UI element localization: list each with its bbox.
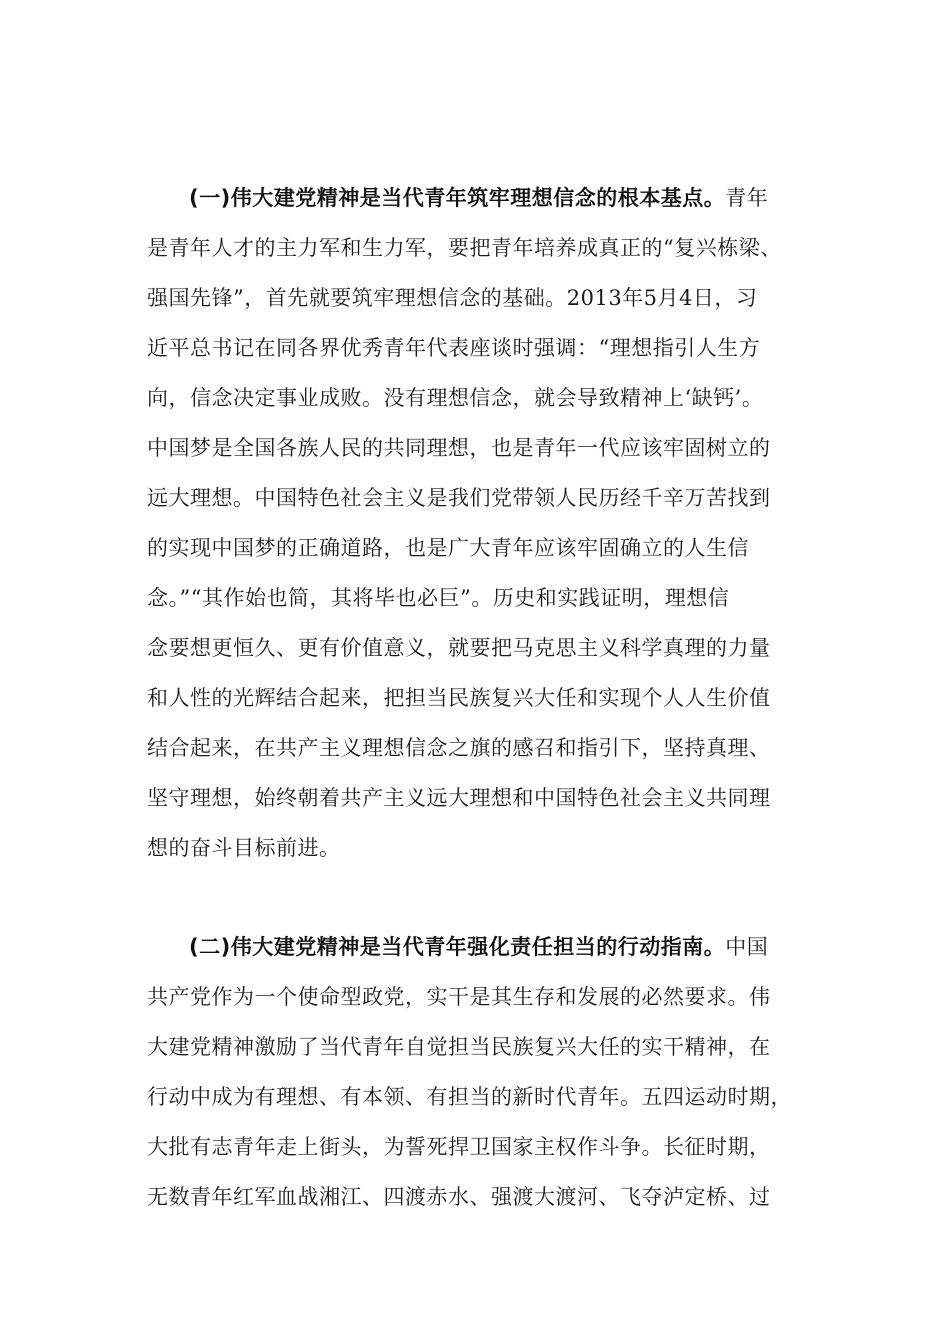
paragraph-2-line-3: 行动中成为有理想、有本领、有担当的新时代青年。五四运动时期， [147, 1085, 792, 1109]
paragraph-2-line-1: 共产党作为一个使命型政党，实干是其生存和发展的必然要求。伟 [147, 985, 771, 1009]
paragraph-1-heading: (一)伟大建党精神是当代青年筑牢理想信念的根本基点。 [189, 186, 726, 210]
paragraph-1 [147, 173, 812, 873]
paragraph-1-line-2: 强国先锋”，首先就要筑牢理想信念的基础。2013年5月4日，习 [147, 286, 758, 310]
paragraph-2-first-line [147, 922, 812, 972]
paragraph-2-line-0: 中国 [725, 935, 769, 959]
paragraph-2-line-4: 大批有志青年走上街头，为誓死捍卫国家主权作斗争。长征时期， [147, 1135, 771, 1159]
paragraph-2-line-5: 无数青年红军血战湘江、四渡赤水、强渡大渡河、飞夺泸定桥、过 [147, 1185, 771, 1209]
paragraph-1-line-13: 想的奋斗目标前进。 [147, 836, 341, 860]
paragraph-1-line-5: 中国梦是全国各族人民的共同理想，也是青年一代应该牢固树立的 [147, 436, 771, 460]
paragraph-1-line-0: 青年 [725, 186, 769, 210]
paragraph-2-line-2: 大建党精神激励了当代青年自觉担当民族复兴大任的实干精神，在 [147, 1035, 771, 1059]
paragraph-1-line-9: 念要想更恒久、更有价值意义，就要把马克思主义科学真理的力量 [147, 636, 771, 660]
paragraph-1-line-11: 结合起来，在共产主义理想信念之旗的感召和指引下，坚持真理、 [147, 736, 771, 760]
paragraph-1-line-12: 坚守理想，始终朝着共产主义远大理想和中国特色社会主义共同理 [147, 786, 771, 810]
paragraph-2-heading: (二)伟大建党精神是当代青年强化责任担当的行动指南。 [189, 935, 726, 959]
paragraph-1-first-line [147, 173, 812, 223]
paragraph-1-line-4: 向，信念决定事业成败。没有理想信念，就会导致精神上‘缺钙’。 [147, 386, 764, 410]
paragraph-1-line-3: 近平总书记在同各界优秀青年代表座谈时强调：“理想指引人生方 [147, 336, 761, 360]
paragraph-2 [147, 922, 812, 1222]
paragraph-1-line-8: 念。”“其作始也简，其将毕也必巨”。历史和实践证明，理想信 [147, 586, 730, 610]
paragraph-1-line-6: 远大理想。中国特色社会主义是我们党带领人民历经千辛万苦找到 [147, 486, 771, 510]
paragraph-1-line-10: 和人性的光辉结合起来，把担当民族复兴大任和实现个人人生价值 [147, 686, 771, 710]
paragraph-1-line-7: 的实现中国梦的正确道路，也是广大青年应该牢固确立的人生信 [147, 536, 749, 560]
paragraph-1-line-1: 是青年人才的主力军和生力军，要把青年培养成真正的“复兴栋梁、 [147, 236, 782, 260]
